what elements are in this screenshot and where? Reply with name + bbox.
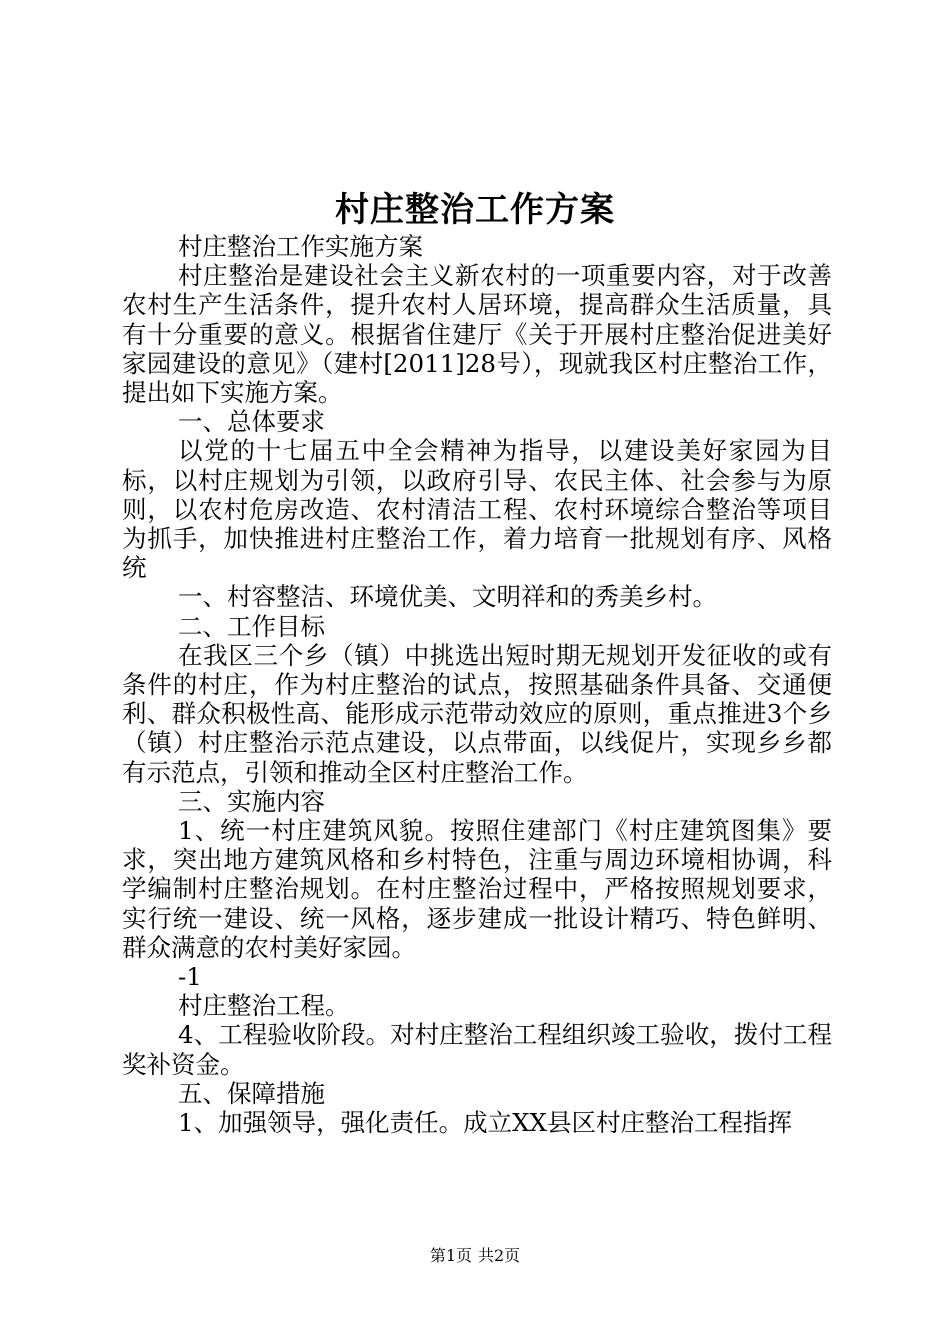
document-body [122, 232, 832, 1137]
paragraph-acceptance-stage: 4、工程验收阶段。对村庄整治工程组织竣工验收，拨付工程奖补资金。 [122, 1020, 832, 1079]
paragraph-village-goal: 一、村容整洁、环境优美、文明祥和的秀美乡村。 [178, 582, 717, 612]
paragraph-general-requirements: 以党的十七届五中全会精神为指导，以建设美好家园为目标，以村庄规划为引领，以政府引导、农民主体、社会参与为原则，以农村危房改造、农村清洁工程、农村环境综合整治等项目为抓手，加快推进村庄整治工作，着力培育一批规划有序、风格统 [122, 436, 832, 583]
paragraph-fragment-marker: -1 [178, 962, 202, 992]
heading-safeguards: 五、保障措施 [178, 1078, 325, 1108]
heading-implementation: 三、实施内容 [178, 786, 325, 816]
paragraph-subtitle: 村庄整治工作实施方案 [178, 232, 423, 261]
heading-general-requirements: 一、总体要求 [178, 407, 325, 437]
paragraph-intro: 村庄整治是建设社会主义新农村的一项重要内容，对于改善农村生产生活条件，提升农村人居环境，提高群众生活质量，具有十分重要的意义。根据省住建厅《关于开展村庄整治促进美好家园建设的意见》（建村[2011]28号），现就我区村庄整治工作，提出如下实施方案。 [122, 261, 832, 408]
page-footer [0, 1243, 950, 1266]
heading-work-objectives: 二、工作目标 [178, 611, 325, 641]
paragraph-work-objectives: 在我区三个乡（镇）中挑选出短时期无规划开发征收的或有条件的村庄，作为村庄整治的试点，按照基础条件具备、交通便利、群众积极性高、能形成示范带动效应的原则，重点推进3个乡（镇）村庄整治示范点建设，以点带面，以线促片，实现乡乡都有示范点，引领和推动全区村庄整治工作。 [122, 640, 832, 787]
paragraph-safeguards-1: 1、加强领导，强化责任。成立XX县区村庄整治工程指挥 [178, 1108, 792, 1138]
document-title: 村庄整治工作方案 [335, 190, 615, 230]
page-number-current: 第1页 [429, 1246, 472, 1265]
paragraph-implementation-1: 1、统一村庄建筑风貌。按照住建部门《村庄建筑图集》要求，突出地方建筑风格和乡村特色，注重与周边环境相协调，科学编制村庄整治规划。在村庄整治过程中，严格按照规划要求，实行统一建设、统一风格，逐步建成一批设计精巧、特色鲜明、群众满意的农村美好家园。 [122, 816, 832, 962]
page-number-total: 共2页 [478, 1246, 521, 1265]
paragraph-fragment: 村庄整治工程。 [178, 991, 350, 1021]
